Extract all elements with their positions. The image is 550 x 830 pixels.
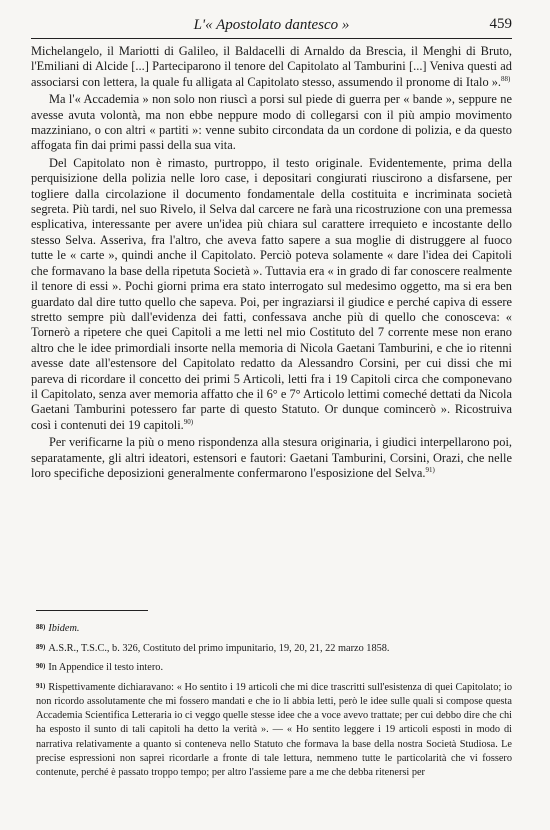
page-number: 459 <box>489 16 512 32</box>
footnote: 88) Ibidem. <box>36 623 80 634</box>
footnote: 89) A.S.R., T.S.C., b. 326, Costituto del primo impunitario, 19, 20, 21, 22 marzo 1858. <box>36 642 390 654</box>
paragraph: Per verificarne la più o meno rispondenza alla stesura originaria, i giudici interpellarono poi, separatamente, gli altri ideatori, estensori e fautori: Gaetani Tamburini, Corsini, Orazi, che nelle loro specifiche deposizioni generalmente confermarono l'esposizione del Selva.$^{91)}$ <box>31 435 512 480</box>
footnote-ref: 90) <box>183 417 194 426</box>
footnote-ref: 88) <box>501 74 511 83</box>
running-title: L'« Apostolato dantesco » <box>193 17 350 33</box>
footnote-rule <box>36 610 148 611</box>
main-text <box>31 44 512 481</box>
footnote-ref: 91) <box>425 465 435 474</box>
footnotes <box>36 620 512 780</box>
paragraph: Michelangelo, il Mariotti di Galileo, il Baldacelli di Arnaldo da Brescia, il Menghi di Bruto, l'Emiliani di Alcide [...] Parteciparono il tenore del Capitolato al Tamburini [...] Veniva questi ad associarsi con lettera, la quale fu alligata al Capitolato stesso, assumendo il pronome di Italo ».$^{88)}$ <box>31 44 512 89</box>
paragraph: Del Capitolato non è rimasto, purtroppo, il testo originale. Evidentemente, prima della perquisizione della polizia nelle loro case, i depositari congiurati riuscirono a disfarsene, per togliere dalla circolazione il documento fondamentale della costituita e incriminata società segreta. Più tardi, nel suo Rivelo, il Selva dal carcere ne farà una ricostruzione con una premessa esplicativa, interessante per avere un'idea più chiara sul carattere irrequieto e incostante dello stesso Selva. Asseriva, fra l'altro, che aveva fatto sapere a sua moglie di distruggere al fuoco tutte le « carte », quindi anche il Capitolato. Perciò poteva solamente « dare l'idea dei Capitoli che formavano la base della ripetuta Società ». Tuttavia era « in grado di far conoscere realmente il tenore di essi ». Pochi giorni prima era stato interrogato sul medesimo oggetto, ma si era ben guardato dal dire tutto quello che sapeva. Poi, per ingraziarsi il giudice e perché capiva di essere stretto sempre più dall'evidenza dei fatti, confessava anche più di quello che conosceva: « Tornerò a ripetere che quei Capitoli a me letti nel mio Costituto del 7 corrente mese non erano altro che le idee primordiali insorte nella memoria di Nicola Gaetani Tamburini, e che io ritenni avesse date all'estensore del Capitolato redatto da Alessandro Corsini, per cui dissi che mi pareva di ricordare il concetto dei primi 5 Articoli, letti fra i 19 Capitoli circa che componevano il Capitolato, senza aver memoria affatto che il 6° e 7° Articolo lettimi comeché dettati da Nicola Gaetani Tamburini potessero far parte di questo Statuto. Or dunque comincerò ». Ricostruiva così i contenuti dei 19 capitoli.$^{90)}$ <box>31 155 512 432</box>
footnote: 91) Rispettivamente dichiaravano: « Ho sentito i 19 articoli che mi dice trascritti sull'esistenza di quei Capitolato; io non ricordo assolutamente che mi fossero mandati e che io li abbia letti, però le idee sulle quali si compose questa Accademia Scientifica Letteraria io ci veggo quelle stesse idee che a voce avevo trattate; per cui debbo dire che chi ha esposto il sunto di tali capitoli ha detto la verità ». — « Ho sentito leggere i 19 articoli esposti in modo di narrativa relativamente a quanto si conteneva nello Statuto che formava la base della nostra Società Studiosa. Le precise espressioni non saprei ricordarle a fronte di tale lettura, nemmeno tutte le particolarità che vi fossero contenute, perché è passato troppo tempo; per altro l'assieme pare a me che debba ritenersi per <box>36 681 512 778</box>
footnote: 90) In Appendice il testo intero. <box>36 662 164 674</box>
page-header <box>31 16 512 39</box>
paragraph: Ma l'« Accademia » non solo non riuscì a porsi sul piede di guerra per « bande », seppure ne avesse avuta volontà, ma non ebbe neppure modo di collegarsi con il più ampio movimento mazziniano, o con altri « partiti »: venne subito circondata da un cordone di polizia, e da questo affogata fin dai primi passi della sua vita. <box>31 92 512 153</box>
